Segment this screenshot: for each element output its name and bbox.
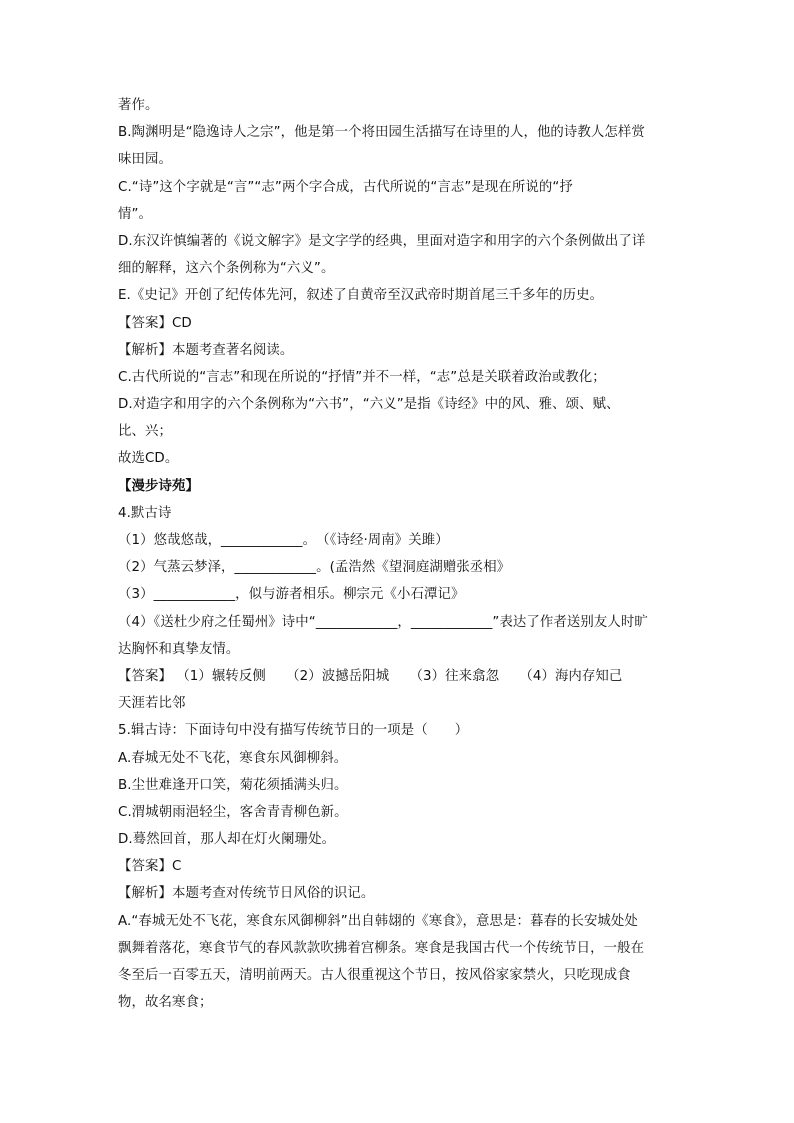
text-line: D.蓦然回首，那人却在灯火阑珊处。 bbox=[118, 832, 336, 848]
text-line: 天涯若比邻 bbox=[118, 696, 186, 712]
text-line: C.渭城朝雨浥轻尘，客舍青青柳色新。 bbox=[118, 804, 348, 820]
text-line: 故选CD。 bbox=[118, 451, 179, 467]
text-line: 冬至后一百零五天，清明前两天。古人很重视这个节日，按风俗家家禁火，只吃现成食 bbox=[118, 968, 631, 983]
answer-line: 【答案】 （1）辗转反侧 （2）波撼岳阳城 （3）往来翕忽 （4）海内存知己 bbox=[118, 668, 623, 684]
text-line: E.《史记》开创了纪传体先河，叙述了自黄帝至汉武帝时期首尾三千多年的历史。 bbox=[118, 288, 604, 304]
text-line: （1）悠哉悠哉，____________。 （《诗经·周南》关雎） bbox=[118, 533, 449, 548]
text-line: A.春城无处不飞花，寒食东风御柳斜。 bbox=[118, 750, 348, 766]
text-line: B.陶渊明是“隐逸诗人之宗”，他是第一个将田园生活描写在诗里的人，他的诗教人怎样赏 bbox=[118, 125, 645, 141]
text-line: （3）____________，似与游者相乐。柳宗元《小石潭记》 bbox=[118, 587, 465, 603]
text-line: B.尘世难逢开口笑，菊花须插满头归。 bbox=[118, 777, 348, 793]
text-line: （2）气蒸云梦泽，____________。(孟浩然《望洞庭湖赠张丞相》 bbox=[118, 560, 511, 576]
document-body bbox=[118, 92, 680, 1016]
text-line: 味田园。 bbox=[118, 152, 172, 168]
text-line: 情”。 bbox=[118, 206, 153, 222]
text-line: 细的解释，这六个条例称为“六义”。 bbox=[118, 261, 335, 277]
analysis-line: 【解析】本题考查著名阅读。 bbox=[118, 342, 294, 358]
text-line: （4）《送杜少府之任蜀州》诗中“____________，____________”表达了作者送别友人时旷 bbox=[118, 614, 648, 630]
section-heading: 【漫步诗苑】 bbox=[118, 478, 199, 494]
text-line: 著作。 bbox=[118, 98, 159, 113]
answer-line: 【答案】CD bbox=[118, 315, 192, 331]
answer-line: 【答案】C bbox=[118, 859, 182, 875]
text-line: 飘舞着落花，寒食节气的春风款款吹拂着宫柳条。寒食是我国古代一个传统节日，一般在 bbox=[118, 940, 645, 956]
text-line: 比、兴； bbox=[118, 424, 172, 440]
text-line: D.东汉许慎编著的《说文解字》是文字学的经典，里面对造字和用字的六个条例做出了详 bbox=[118, 233, 646, 249]
text-line: 达胸怀和真挚友情。 bbox=[118, 641, 240, 657]
question-title: 4.默古诗 bbox=[118, 505, 172, 521]
question-title: 5.辑古诗：下面诗句中没有描写传统节日的一项是（ ） bbox=[118, 723, 469, 739]
text-line: 物，故名寒食； bbox=[118, 995, 213, 1011]
text-line: D.对造字和用字的六个条例称为“六书”，“六义”是指《诗经》中的风、雅、颂、赋、 bbox=[118, 397, 620, 413]
text-line: C.古代所说的“言志”和现在所说的“抒情”并不一样，“志”总是关联着政治或教化； bbox=[118, 369, 606, 385]
text-line: A.“春城无处不飞花，寒食东风御柳斜”出自韩翃的《寒食》，意思是：暮春的长安城处处 bbox=[118, 913, 638, 929]
text-line: C.“诗”这个字就是“言”“志”两个字合成，古代所说的“言志”是现在所说的“抒 bbox=[118, 179, 573, 195]
analysis-line: 【解析】本题考查对传统节日风俗的识记。 bbox=[118, 886, 375, 902]
